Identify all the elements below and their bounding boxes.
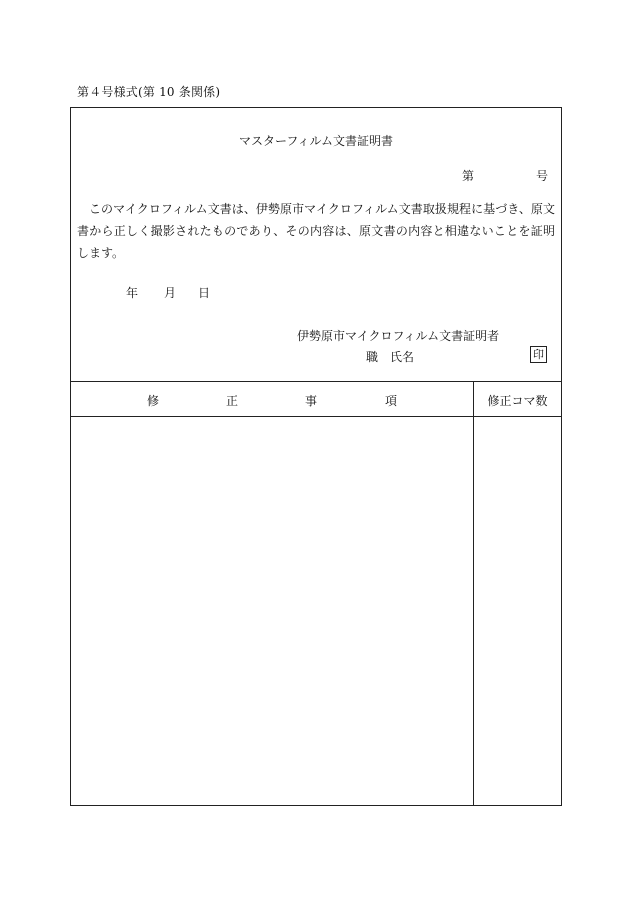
correction-header-char: 項 [385,394,398,408]
certificate-title: マスターフィルム文書証明書 [239,134,393,148]
correction-header-char: 事 [305,394,318,408]
correction-header-char: 正 [226,394,239,408]
form-number-label: 第４号様式(第 10 条関係) [77,85,221,99]
table-column-divider [473,381,474,805]
date-year-label: 年 [126,286,139,300]
certifier-title: 伊勢原市マイクロフィルム文書証明者 [297,329,500,343]
seal-box: 印 [530,346,547,363]
certification-statement: このマイクロフィルム文書は、伊勢原市マイクロフィルム文書取扱規程に基づき、原文書から正しく撮影されたものであり、その内容は、原文書の内容と相違ないことを証明します。 [77,202,555,260]
frame-count-header: 修正コマ数 [487,394,548,408]
certificate-frame [70,107,562,806]
certificate-number-suffix: 号 [536,169,549,183]
date-month-label: 月 [164,286,177,300]
table-top-border [71,381,561,382]
position-name-label: 職 氏名 [366,350,415,364]
certificate-number-prefix: 第 [462,169,475,183]
correction-header-char: 修 [147,394,160,408]
table-header-border [71,416,561,417]
date-day-label: 日 [198,286,211,300]
